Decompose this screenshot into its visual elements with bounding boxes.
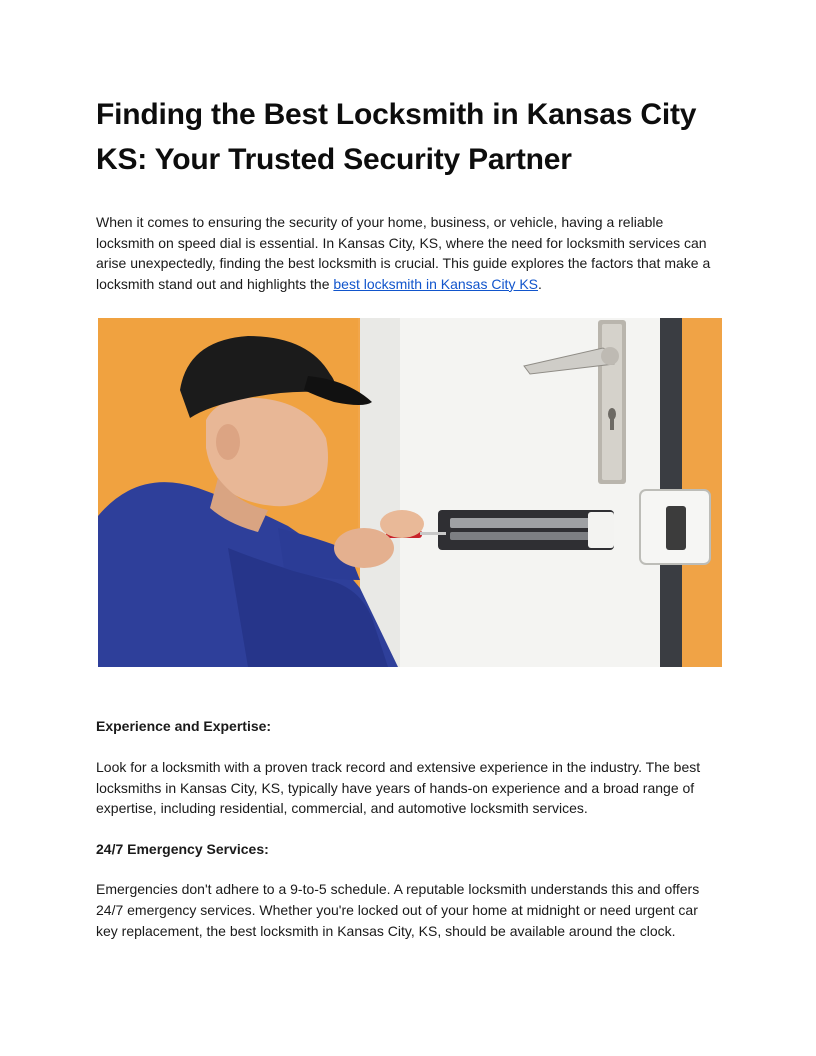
intro-text-end: . (538, 275, 542, 292)
document-page (96, 92, 722, 941)
lock-bar (438, 510, 614, 550)
section-body-experience: Look for a locksmith with a proven track record and extensive experience in the industry. The best locksmiths in Kansas City, KS, typically have years of hands-on experience and a broad range of expertise, including residential, commercial, and automotive locksmith services. (96, 758, 701, 817)
worker-hand (334, 528, 394, 568)
page-title: Finding the Best Locksmith in Kansas City KS: Your Trusted Security Partner (96, 98, 697, 176)
intro-paragraph (96, 212, 722, 294)
best-locksmith-link[interactable]: best locksmith in Kansas City KS (333, 275, 539, 292)
section-heading-emergency: 24/7 Emergency Services: (96, 840, 269, 857)
locksmith-photo (98, 318, 722, 667)
section-body-emergency: Emergencies don't adhere to a 9-to-5 schedule. A reputable locksmith understands this and offers 24/7 emergency services. Whether you're locked out of your home at midnight or need urgent car key replacement, the best locksmith in Kansas City, KS, should be available around the clock. (96, 881, 700, 939)
section-heading-experience: Experience and Expertise: (96, 718, 272, 735)
intro-text: When it comes to ensuring the security of your home, business, or vehicle, having a reliable locksmith on speed dial is essential. In Kansas City, KS, where the need for locksmith services can arise unexpectedly, finding the best locksmith is crucial. This guide explores the factors that make a locksmith stand out and highlights the (96, 214, 711, 292)
